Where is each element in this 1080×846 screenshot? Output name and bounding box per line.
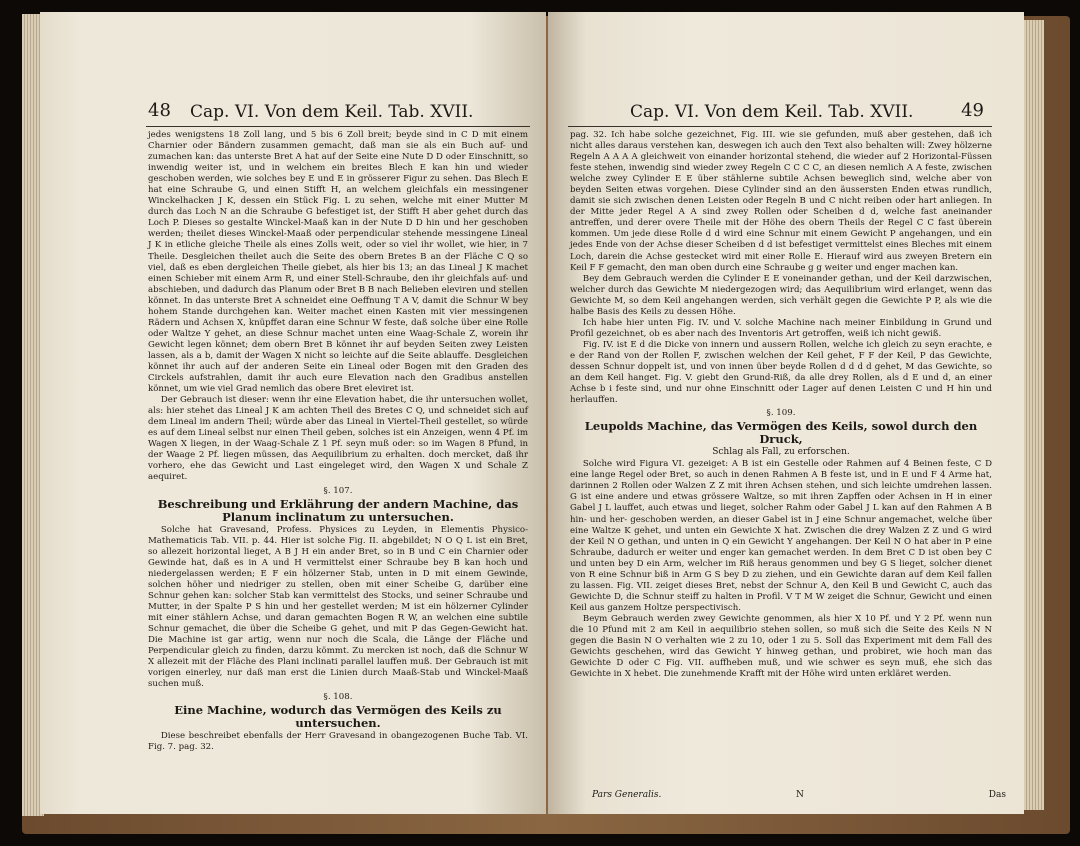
- paragraph: Solche hat Gravesand, Profess. Physices zu Leyden, in Elementis Physico-Mathematicis Tab. VII. p. 44. Hier ist solche Fig. II. abgebildet; N O Q L ist ein Bret, so allezeit horizontal lieget, A B J H ein ander Bret, so in B und C ein Charnier oder Gewinde hat, daß es in A und H vermittelst einer Schraube bey B kan hoch und niedergelassen werden; E F ein hölzerner Stab, unten in D mit einem Gewinde, solchen höher und niedriger zu stellen, oben mit einer Scheibe G, darüber eine Schnur gehen kan: solcher Stab kan vermittelst des Stocks, und seiner Schraube und Mutter, in der Spalte P S hin und her gestellet werden; M ist ein hölzerner Cylinder mit einer stählern Achse, und daran gemachten Bogen R W, an welchen eine subtile Schnur gemachet, die über die Scheibe G gehet, und mit P das Gegen-Gewicht hat. Die Machine ist gar artig, wenn nur noch die Scala, die Länge der Fläche und Perpendicular gleich zu finden, darzu kömmt. Zu mercken ist noch, daß die Schnur W X allezeit mit der Fläche des Plani inclinati parallel lauffen muß. Der Gebrauch ist mit vorigen einerley, nur daß man erst die Linien durch Maaß-Stab und Winckel-Maaß suchen muß.: [148, 524, 528, 690]
- footer-signature-mark: Pars Generalis.: [592, 790, 662, 800]
- section-number: §. 107.: [323, 485, 353, 496]
- paragraph: Solche wird Figura VI. gezeiget: A B ist ein Gestelle oder Rahmen auf 4 Beinen feste, C D eine lange Regel oder Bret, so auch in denen Rahmen A B feste ist, und in E und F 4 Arme hat, darinnen 2 Rollen oder Walzen Z Z mit ihren Achsen stehen, und sich leichte umdrehen lassen. G ist eine andere und etwas grössere Waltze, so mit ihren Zapffen oder Achsen in H in einer Gabel J L lauffet, auch etwas und lieget, solcher Rahm oder Gabel J L kan auf den Rahmen A B hin- und her- geschoben werden, an dieser Gabel ist in J eine Schnur angemachet, welche über eine Waltze K gehet, und unten ein Gewichte X hat. Zwischen die drey Walzen Z Z und G wird der Keil N O gethan, und unten in Q ein Gewicht Y angehangen. Der Keil N O hat aber in P eine Schraube, dadurch er weiter und enger kan gemachet werden. In dem Bret C D ist oben bey C und unten bey D ein Arm, welcher im Riß heraus genommen und bey G S lieget, solcher dienet von R eine Schnur biß in Arm G S bey D zu ziehen, und ein Gewichte daran auf dem Keil fallen zu lassen. Fig. VII. zeiget dieses Bret, nebst der Schnur A, den Keil B und Gewicht C, auch das Gewichte D, die Schnur steiff zu halten in Profil. V T M W zeiget die Schnur, Gewicht und einen Keil aus ganzem Holtze perspectivisch.: [570, 459, 992, 613]
- right-page-edges: [1024, 20, 1044, 810]
- paragraph: Bey dem Gebrauch werden die Cylinder E E voneinander gethan, und der Keil darzwischen, welcher durch das Gewichte M niedergezogen wird; das Aequilibrium wird erlanget, wenn das Gewichte M, so dem Keil angehangen werden, sich verhält gegen die Gewichte P P, als wie die halbe Basis des Keils zu dessen Höhe.: [570, 273, 992, 317]
- paragraph: Der Gebrauch ist dieser: wenn ihr eine Elevation habet, die ihr untersuchen wollet, als: hier stehet das Lineal J K am achten Theil des Bretes C Q, und schneidet sich auf dem Lineal im andern Theil; würde aber das Lineal in Viertel-Theil gestellet, so würde es auf dem Lineal selbst nur einen Theil geben, solches ist ein Anzeigen, wenn 4 Pf. im Wagen X liegen, in der Waag-Schale Z 1 Pf. seyn muß oder: so im Wagen 8 Pfund, in der Waage 2 Pf. liegen müssen, das Aequilibrium zu erhalten. doch mercket, daß ihr vorhero, ehe das Gewicht und Last eingeleget wird, den Wagen X und Schale Z aequiret.: [148, 395, 528, 483]
- paragraph: Ich habe hier unten Fig. IV. und V. solche Machine nach meiner Einbildung in Grund und Profil gezeichnet, ob es aber nach des Inventoris Art getroffen, weiß ich nicht gewiß.: [570, 317, 992, 339]
- section-heading: Beschreibung und Erklährung der andern Machine, das Planum inclinatum zu untersuchen.: [157, 496, 519, 524]
- right-page: [548, 12, 1024, 814]
- running-head: Cap. VI. Von dem Keil. Tab. XVII.: [190, 102, 474, 122]
- paragraph: Fig. IV. ist E d die Dicke von innern und aussern Rollen, welche ich gleich zu seyn erachte, e e der Rand von der Rollen F, zwischen welchen der Keil gehet, F F der Keil, P das Gewichte, dessen Schnur doppelt ist, und von innen über beyde Rollen d d d d gehet, M das Gewichte, so an dem Keil hanget. Fig. V. giebt den Grund-Riß, da alle drey Rollen, als d E und d, an einer Achse b i feste sind, und nur ohne Einschnitt oder Lager auf denen Leisten C und H hin und herlauffen.: [570, 339, 992, 406]
- page-number: 49: [961, 100, 984, 121]
- paragraph: pag. 32. Ich habe solche gezeichnet, Fig. III. wie sie gefunden, muß aber gestehen, daß ich nicht alles daraus verstehen kan, deswegen ich auch den Text also behalten will: Zwey hölzerne Regeln A A A A gleichweit von einander horizontal stehend, die wieder auf 2 Horizontal-Füssen feste stehen, inwendig sind wieder zwey Regeln C C C C, an diesen nemlich A A feste, zwischen welche zwey Cylinder E E über stählerne subtile Achsen beweglich sind, welche aber von beyden Seiten etwas vorgehen. Diese Cylinder sind an den äussersten Enden etwas rundlich, damit sie sich zwischen denen Leisten oder Regeln B und C nicht reiben oder hart anliegen. In der Mitte jeder Regel A A sind zwey Rollen oder Scheiben d d, welche fast aneinander antreffen, und derer overe Theile mit der Höhe des obern Theils der Regel C C fast überein kommen. Um jede diese Rolle d d wird eine Schnur mit einem Gewicht P angehangen, und ein jedes Ende von der Achse dieser Scheiben d d ist befestiget vermittelst eines Bleches mit einem Loch, darein die Achse gestecket wird mit einer Rolle E. Hierauf wird aus zweyen Bretern ein Keil F F gemacht, den man oben durch eine Schraube g g weiter und enger machen kan.: [570, 130, 992, 273]
- page-number: 48: [148, 100, 171, 121]
- paragraph: jedes wenigstens 18 Zoll lang, und 5 bis 6 Zoll breit; beyde sind in C D mit einem Charnier oder Bändern zusammen gemacht, daß man sie als ein Buch auf- und zumachen kan: das unterste Bret A hat auf der Seite eine Nute D D oder Einschnitt, so inwendig weiter ist, und in welchem ein breites Blech E kan hin und wieder geschoben werden, wie solches bey E und E in grösserer Figur zu sehen. Das Blech E hat eine Schraube G, und einen Stifft H, an welchem gleichfals ein messingener Winckelhacken J K, dessen ein Stück Fig. L zu sehen, welche mit einer Mutter M durch das Loch N an die Schraube G befestiget ist, der Stifft H aber gehet durch das Loch P. Dieses so gestalte Winckel-Maaß kan in der Nute D D hin und her geschoben werden; theilet dieses Winckel-Maaß oder perpendicular stehende messingene Lineal J K in etliche gleiche Theile als eines Zolls weit, oder so viel ihr wollet, wie hier, in 7 Theile. Desgleichen theilet auch die Seite des obern Bretes B an der Fläche C Q so viel, daß es eben dergleichen Theile giebet, als hier bis 13; an das Lineal J K machet einen Schieber mit einem Arm R, und einer Stell-Schraube, den ihr gleichfals auf- und abschieben, und dadurch das Planum oder Bret B B nach Belieben eleviren und stellen könnet. In das unterste Bret A schneidet eine Oeffnung T A V, damit die Schnur W bey hohem Stande durchgehen kan. Weiter machet einen Kasten mit vier messingenen Rädern und Achsen X, knüpffet daran eine Schnur W feste, daß solche über eine Rolle oder Waltze Y gehet, an diese Schnur machet unten eine Waag-Schale Z, worein ihr Gewicht legen könnet; dem obern Bret B könnet ihr auf beyden Seiten zwey Leisten lassen, als a b, damit der Wagen X nicht so leichte auf die Seite ablauffe. Desgleichen könnet ihr auch auf der anderen Seite ein Lineal oder Bogen mit den Graden des Circkels aufstrahlen, damit ihr auch eure Elevation nach den Gradibus anstellen könnet, um wie viel Grad nemlich das obere Bret eleviret ist.: [148, 130, 528, 395]
- paragraph: Diese beschreibet ebenfalls der Herr Gravesand in obangezogenen Buche Tab. VI. Fig. 7. pag. 32.: [148, 731, 528, 753]
- right-page-body: [570, 130, 992, 680]
- paragraph: Beym Gebrauch werden zwey Gewichte genommen, als hier X 10 Pf. und Y 2 Pf. wenn nun die 10 Pfund mit 2 am Keil in aequilibrio stehen sollen, so muß sich die Seite des Keils N N gegen die Basin N O verhalten wie 2 zu 10, oder 1 zu 5. Soll das Experiment mit dem Fall des Gewichts geschehen, wird das Gewicht Y hinweg gethan, und probiret, wie hoch man das Gewichte D oder C Fig. VII. auffheben muß, und wie schwer es seyn muß, ehe sich das Gewichte in X hebet. Die zunehmende Krafft mit der Höhe wird unten erkläret werden.: [570, 613, 992, 680]
- footer-gathering: N: [796, 790, 804, 800]
- section-heading: Leupolds Machine, das Vermögen des Keils, sowol durch den Druck,: [584, 419, 978, 447]
- section-heading: Eine Machine, wodurch das Vermögen des Keils zu untersuchen.: [174, 703, 502, 731]
- left-page-body: [148, 130, 528, 753]
- header-rule: [568, 126, 992, 127]
- left-page: [40, 12, 546, 814]
- section-number: §. 109.: [766, 408, 796, 419]
- footer-catchword: Das: [988, 790, 1006, 800]
- header-rule: [146, 126, 530, 127]
- section-subheading: Schlag als Fall, zu erforschen.: [712, 447, 850, 458]
- section-number: §. 108.: [323, 692, 353, 703]
- running-head: Cap. VI. Von dem Keil. Tab. XVII.: [630, 102, 914, 122]
